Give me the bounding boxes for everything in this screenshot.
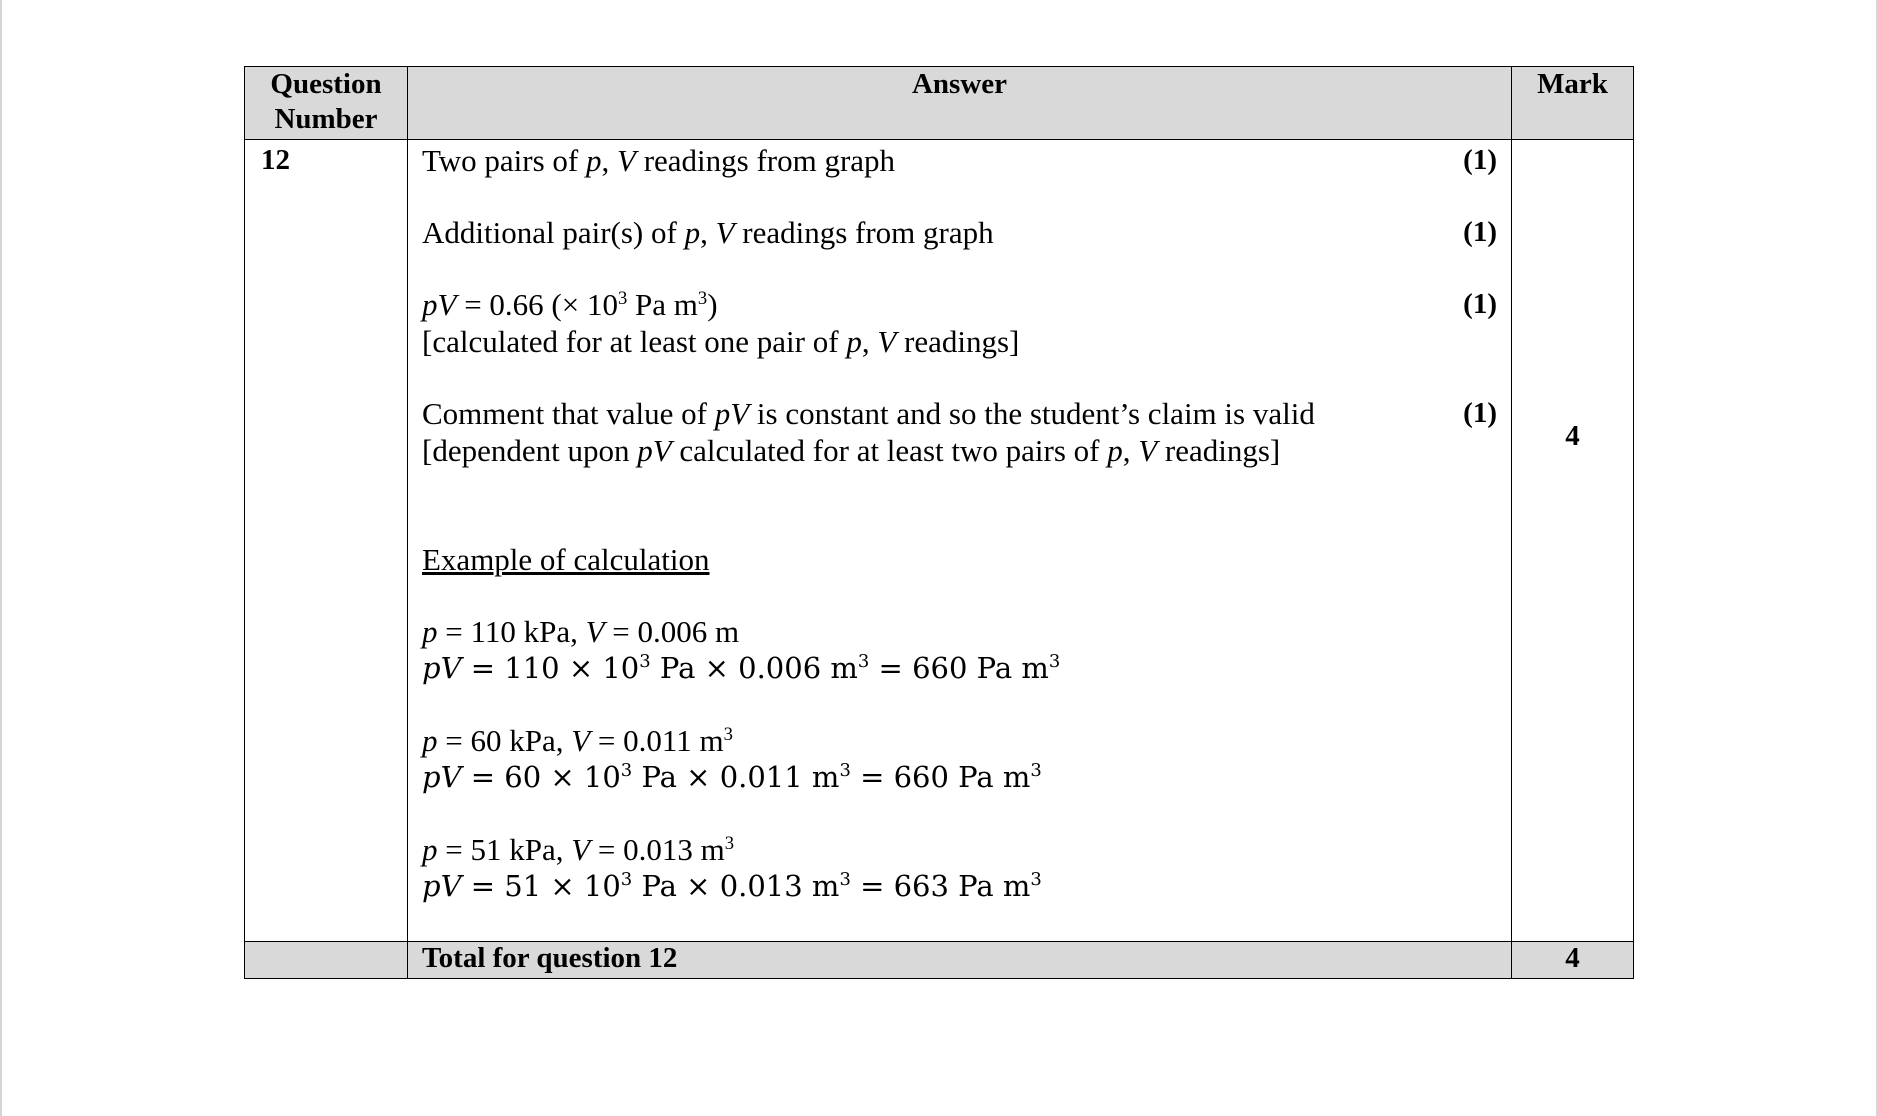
total-empty-cell [245,942,408,979]
example-heading: Example of calculation [422,542,710,577]
example-2-readings: p = 60 kPa, V = 0.011 $m^3$ [422,723,733,758]
example-3-readings: p = 51 kPa, V = 0.013 $m^3$ [422,832,735,867]
header-question-number-label: Question Number [270,68,382,135]
total-row [245,942,1634,979]
criterion-4 [422,395,1497,469]
page-left-border [0,0,2,1116]
criterion-2-points: (1) [1463,216,1497,248]
header-answer: Answer [408,67,1512,140]
total-mark: 4 [1512,942,1634,979]
criterion-1-points: (1) [1463,144,1497,176]
mark-cell [1512,140,1634,942]
mark-value: 4 [1565,420,1580,452]
header-row [245,67,1634,140]
example-3 [422,831,1497,905]
criterion-3-points: (1) [1463,288,1497,320]
question-number-cell: 12 [245,140,408,942]
example-2 [422,722,1497,796]
criterion-1 [422,142,1497,179]
criterion-4-points: (1) [1463,397,1497,429]
example-3-calculation: pV = $51 \times 10^3$ Pa × 0.013 $m^3 = 663$ Pa $m^3$ [422,869,1042,903]
criterion-2-text: Additional pair(s) of p, V readings from graph [422,215,994,250]
example-1-calculation: pV = $110 \times 10^3$ Pa × 0.006 $m^3 = 660$ Pa $m^3$ [422,651,1061,685]
example-1-readings: p = 110 kPa, V = 0.006 m [422,614,740,649]
criterion-3 [422,286,1497,360]
criterion-2 [422,214,1497,251]
header-question-number [245,67,408,140]
answer-row [245,140,1634,942]
answer-cell [408,140,1512,942]
example-2-calculation: pV = $60 \times 10^3$ Pa × 0.011 $m^3 = 660$ Pa $m^3$ [422,760,1042,794]
mark-scheme-table [244,66,1634,979]
header-mark: Mark [1512,67,1634,140]
example-1 [422,613,1497,687]
criterion-1-text: Two pairs of p, V readings from graph [422,143,896,178]
total-label: Total for question 12 [408,942,1512,979]
criterion-4-text: Comment that value of pV is constant and so the student’s claim is valid [dependent upon pV calculated for at least two pairs of p, V readings] [422,396,1315,468]
criterion-3-text: pV = 0.66 (× $10^3$ Pa $m^3$) [calculated for at least one pair of p, V readings] [422,287,1020,359]
